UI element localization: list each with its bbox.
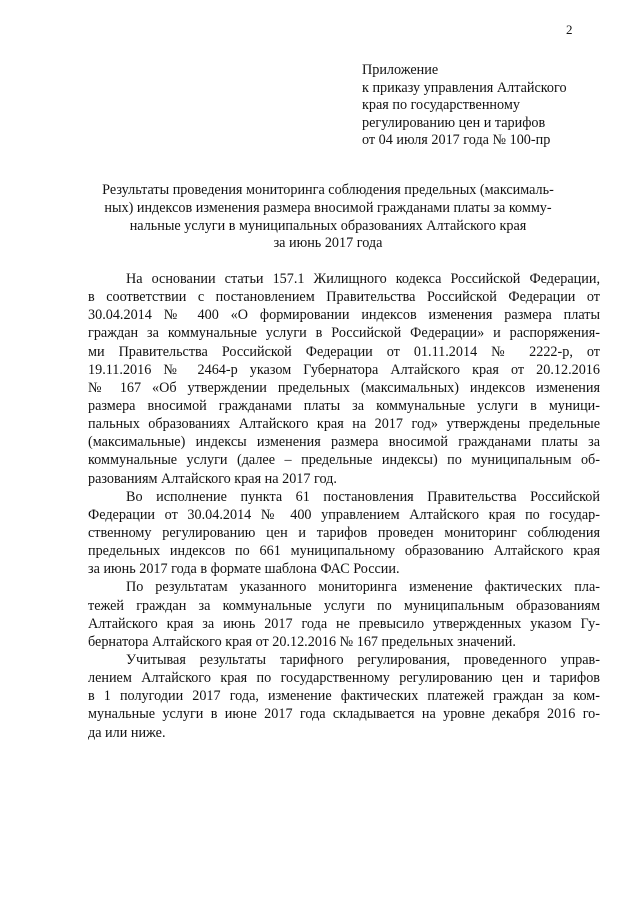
text-line: 19.11.2016 № 2464-р указом Губернатора Алтайского края от 20.12.2016 <box>88 361 600 378</box>
text-line: ми Правительства Российской Федерации от 01.11.2014 № 2222-р, от <box>88 343 600 360</box>
document-body <box>88 270 600 742</box>
page-number: 2 <box>566 22 573 37</box>
text-line: бернатора Алтайского края от 20.12.2016 № 167 предельных значений. <box>88 633 516 650</box>
text-line: ственному регулированию цен и тарифов проведен мониторинг соблюдения <box>88 524 600 541</box>
appendix-line: регулированию цен и тарифов <box>362 114 546 131</box>
paragraph-monitoring <box>88 488 600 579</box>
appendix-line: от 04 июля 2017 года № 100-пр <box>362 132 551 149</box>
text-line: граждан за коммунальные услуги в Российской Федерации» и распоряжения- <box>88 325 600 342</box>
text-line: № 167 «Об утверждении предельных (максимальных) индексов изменения <box>88 379 600 396</box>
text-line: По результатам указанного мониторинга изменение фактических пла- <box>126 579 600 596</box>
text-line: Федерации от 30.04.2014 № 400 управлением Алтайского края по государ- <box>88 506 600 523</box>
title-line: Результаты проведения мониторинга соблюдения предельных (максималь- <box>102 182 554 198</box>
text-line: да или ниже. <box>88 724 166 741</box>
title-line: ных) индексов изменения размера вносимой гражданами платы за комму- <box>104 199 552 216</box>
text-line: в соответствии с постановлением Правительства Российской Федерации от <box>88 289 600 306</box>
text-line: Учитывая результаты тарифного регулирования, проведенного управ- <box>126 651 600 668</box>
text-line: предельных индексов по 661 муниципальному образованию Алтайского края <box>88 543 600 560</box>
appendix-line: Приложение <box>362 62 439 78</box>
text-line: за июнь 2017 года в формате шаблона ФАС России. <box>88 561 400 578</box>
document-title <box>88 182 568 253</box>
appendix-header <box>362 62 612 150</box>
text-line: 30.04.2014 № 400 «О формировании индексов изменения размера платы <box>88 307 600 324</box>
appendix-line: к приказу управления Алтайского <box>362 79 567 96</box>
text-line: Во исполнение пункта 61 постановления Правительства Российской <box>126 488 600 505</box>
title-line: за июнь 2017 года <box>273 235 383 252</box>
text-line: Алтайского края за июнь 2017 года не превысило утвержденных указом Гу- <box>88 615 600 632</box>
text-line: мунальные услуги в июне 2017 года складывается на уровне декабря 2016 го- <box>88 706 600 723</box>
text-line: На основании статьи 157.1 Жилищного кодекса Российской Федерации, <box>126 271 600 287</box>
text-line: лением Алтайского края по государственному регулированию цен и тарифов <box>88 670 600 687</box>
text-line: размера вносимой гражданами платы за коммунальные услуги в муници- <box>88 397 600 414</box>
text-line: (максимальные) индексы изменения размера вносимой гражданами платы за <box>88 434 600 451</box>
text-line: тежей граждан за коммунальные услуги по муниципальным образованиям <box>88 597 600 614</box>
text-line: в 1 полугодии 2017 года, изменение фактических платежей граждан за ком- <box>88 688 600 705</box>
text-line: коммунальные услуги (далее – предельные индексы) по муниципальным об- <box>88 452 600 469</box>
text-line: пальных образованиях Алтайского края на 2017 год» утверждены предельные <box>88 416 600 433</box>
paragraph-conclusion <box>88 651 600 742</box>
paragraph-legal-basis <box>88 270 600 488</box>
paragraph-results <box>88 578 600 651</box>
appendix-line: края по государственному <box>362 97 520 114</box>
title-line: нальные услуги в муниципальных образованиях Алтайского края <box>129 217 527 234</box>
text-line: разованиям Алтайского края на 2017 год. <box>88 470 337 487</box>
